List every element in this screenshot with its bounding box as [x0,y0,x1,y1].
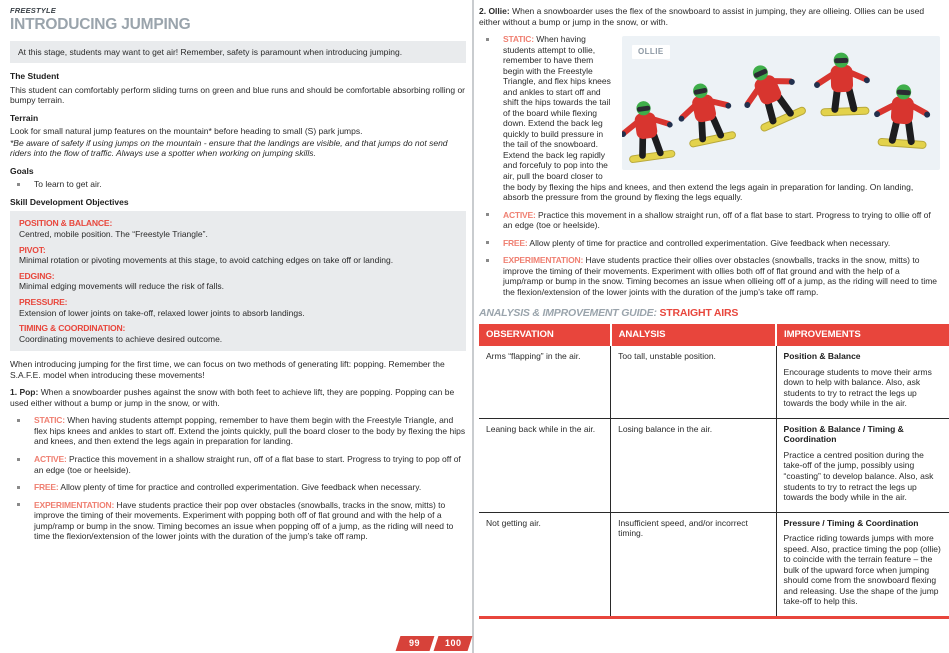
improvement-text: Practice a centred position during the take-off of the jump, possibly using “coasting” to develop balance. Also, ask students to try to retract the legs up towards the body while in the air. [783,449,934,503]
bullet-text: Practice this movement in a shallow straight run, off of a flat base to start. Progress to trying to pop off of an edge (toe or heelside). [34,454,461,475]
skill-label: TIMING & COORDINATION: [19,323,126,334]
improvement-title: Position & Balance [783,351,861,362]
skill-item [19,218,457,239]
bullet-label: FREE: [503,237,528,248]
bullet-label: EXPERIMENTATION: [34,499,115,510]
ollie-bullet-static [479,34,940,203]
guide-heading-gray: ANALYSIS & IMPROVEMENT GUIDE: [479,307,657,320]
ollie-lead [479,6,940,27]
pop-lead-rest: When a snowboarder pushes against the snow with both feet to achieve lift, they are popping. Popping can be used either without a bump or jump in the snow, or with. [10,387,455,408]
page-number-right [434,636,473,651]
table-row [479,512,949,617]
bullet-label: ACTIVE: [503,209,536,220]
page-gutter-divider [472,0,474,653]
skill-text: Minimal edging movements will reduce the risk of falls. [19,281,225,292]
skill-label: PRESSURE: [19,296,68,307]
page-number-left-text: 99 [409,638,421,648]
cell-analysis: Too tall, unstable position. [611,346,776,418]
ollie-lead-rest: When a snowboarder uses the flex of the snowboard to assist in jumping, they are ollieing. Ollies can be used either without a bump or jump in the snow, or with. [479,6,925,27]
cell-analysis: Losing balance in the air. [611,418,776,512]
page-title: INTRODUCING JUMPING [10,16,191,34]
bullet-text: When having students attempt to ollie, remember to have them begin with the Freestyle Triangle, and flex hips knees and ankles to start off and shift the hips towards the tail of the board while flexing down. Extend the back leg quickly to build pressure in the tail of the snowboard. Extend the back leg rapidly and forcefuly to pop into the air, pull the board closer to the body by flexing the hips and knees, and then extend the legs again in preparation for landing. On landing, absorb the pressure from the ground by flexing the legs equally. [503,34,914,203]
cell-observation: Leaning back while in the air. [479,418,611,512]
skill-label: POSITION & BALANCE: [19,218,113,229]
bullet-label: ACTIVE: [34,454,67,465]
page-right [479,6,940,619]
methods-intro: When introducing jumping for the first time, we can focus on two methods of generating lift: popping. Remember the S.A.F.E. model when introducing these movements! [10,359,445,380]
heading-the-student: The Student [10,71,60,82]
terrain-paragraph: Look for small natural jump features on the mountain* before heading to small (S) park jumps. [10,126,363,137]
guide-heading [479,307,940,320]
bullet-text: When having students attempt popping, remember to have them begin with the Freestyle Triangle, and flex hips knees and ankles to start off. Extend the joints quickly, pull the board closer to the body by flexing the hips and knees, and then extend the legs again in preparation for landing. [34,415,466,447]
skill-item [19,245,457,266]
page-left [10,6,466,549]
ollie-block [479,34,940,203]
pop-bullet-free [10,482,466,493]
terrain-note: *Be aware of safety if using jumps on the mountain - ensure that the landings are visible, and that jumps do not send riders into the flow of traffic. Always use a spotter when working on jumping skills. [10,137,448,159]
ollie-bullet-free [479,238,940,249]
table-row [479,418,949,512]
cell-improvements [776,418,949,512]
bullet-text: Allow plenty of time for practice and controlled experimentation. Give feedback when necessary. [58,482,422,493]
bullet-label: FREE: [34,482,59,493]
cell-analysis: Insufficient speed, and/or incorrect timing. [611,512,776,617]
pop-lead-bold: 1. Pop: [10,387,39,398]
intro-callout-text: At this stage, students may want to get air! Remember, safety is paramount when introducing jumping. [18,46,403,57]
skill-text: Extension of lower joints on take-off, relaxed lower joints to absorb landings. [19,307,305,318]
analysis-improvement-table [479,324,949,619]
pop-bullet-experimentation [10,500,466,542]
bullet-text: Have students practice their ollies over obstacles (snowballs, tracks in the snow, mitts) to improve the timing of their movements. Experiment with ollies both off of flat ground and with the help of a jump/ramp or bump in the snow. Timing becomes an issue when ollieing off of a jump, as the riding will need to time the flexion/extension of the lower joints with the duration of the jump’s take off ramp. [503,255,938,297]
heading-skill-objectives: Skill Development Objectives [10,196,129,207]
skill-objectives-box [10,211,466,351]
section-eyebrow: FREESTYLE [10,6,56,15]
skill-text: Minimal rotation or pivoting movements at this stage, to avoid catching edges on take off or landing. [19,255,394,266]
page-number-badges [398,636,470,651]
bullet-text: Allow plenty of time for practice and controlled experimentation. Give feedback when necessary. [527,237,891,248]
skill-item [19,271,457,292]
table-row [479,346,949,418]
cell-observation: Not getting air. [479,512,611,617]
skill-label: EDGING: [19,270,55,281]
bullet-text: Practice this movement in a shallow straight run, off of a flat base to start. Progress to trying to ollie off of an edge (toe or heelside). [503,209,931,231]
skill-item [19,297,457,318]
improvement-text: Encourage students to move their arms down to help with balance. Also, ask students to try to retract the legs up towards the body while in the air. [783,366,932,409]
improvement-title: Position & Balance / Timing & Coordination [783,423,904,445]
bullet-text: Have students practice their pop over obstacles (snowballs, tracks in the snow, mitts) to improve the timing of their movements. Experiment with popping both off of flat ground and with the help of a jump/ramp or bump in the snow. Timing becomes an issue when popping off of a jump, as the riding will need to time the flexion/extension of the lower joints with the duration of the jump’s take off ramp. [34,499,454,542]
cell-improvements [776,512,949,617]
improvement-text: Practice riding towards jumps with more speed. Also, practice timing the pop (ollie) to coincide with the terrain feature – the bulk of the upward force when jumping should come from the snowboard flexing and releasing. Use the shape of the jump take-off to help this. [783,533,941,607]
skill-label: PIVOT: [19,244,46,255]
goals-bullet-text: To learn to get air. [34,179,102,190]
improvement-title: Pressure / Timing & Coordination [783,517,919,528]
pop-lead [10,387,466,408]
ollie-lead-bold: 2. Ollie: [479,6,510,16]
goals-bullet [10,179,466,190]
guide-heading-red: STRAIGHT AIRS [656,307,739,320]
bullet-label: STATIC: [503,34,534,45]
pop-bullet-static [10,415,466,447]
photo-caption-badge: OLLIE [632,45,670,59]
intro-callout [10,41,466,64]
bullet-label: EXPERIMENTATION: [503,255,584,266]
skill-item [19,323,457,344]
page-number-right-text: 100 [444,638,462,648]
table-header-observation: OBSERVATION [479,324,611,346]
skill-text: Coordinating movements to achieve desired outcome. [19,333,223,344]
skill-text: Centred, mobile position. The “Freestyle Triangle”. [19,229,208,240]
heading-terrain: Terrain [10,112,39,123]
table-header-analysis: ANALYSIS [611,324,776,346]
student-paragraph: This student can comfortably perform sliding turns on green and blue runs and should be comfortable absorbing rolling or bumpy terrain. [10,84,466,106]
ollie-bullet-active [479,210,940,231]
bullet-label: STATIC: [34,415,65,426]
pop-bullet-active [10,454,466,475]
ollie-bullet-experimentation [479,255,940,297]
table-header-improvements: IMPROVEMENTS [776,324,949,346]
page-number-left [396,636,435,651]
heading-goals: Goals [10,165,34,176]
cell-improvements [776,346,949,418]
table-header-row [479,324,949,346]
cell-observation: Arms “flapping” in the air. [486,351,581,362]
